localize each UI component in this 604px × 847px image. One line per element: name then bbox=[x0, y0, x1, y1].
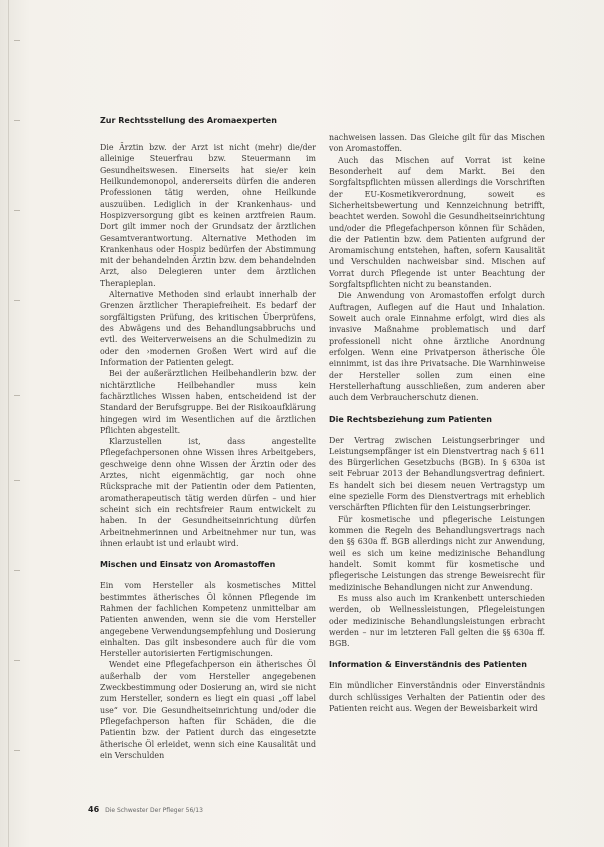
section-heading-consent: Information & Einverständnis des Patienten bbox=[329, 660, 527, 670]
paragraph: Für kosmetische und pflegerische Leistungen kommen die Regeln des Behandlungsvertrags nach den §§ 630a ff. BGB allerdings nicht zur Anwendung, weil es sich um keine medizinische Behandlung handelt. Somit kommt für kosmetische und pflegerische Leistungen das strenge Beweisrecht für medizinische Behandlungen nicht zur Anwendung. bbox=[329, 514, 545, 592]
paragraph: Der Vertrag zwischen Leistungserbringer und Leistungsempfänger ist ein Dienstvertrag nach § 611 des Bürgerlichen Gesetzbuchs (BGB). In § 630a ist seit Februar 2013 der Behandlungsvertrag definiert. Es handelt sich bei diesem neuen Vertragstyp um eine spezielle Form des Dienstvertrags mit erheblich verschärften Pflichten für den Leistungserbringer. bbox=[329, 435, 545, 513]
fold-line bbox=[8, 0, 9, 847]
paragraph: Die Ärztin bzw. der Arzt ist nicht (mehr) die/der alleinige Steuerfrau bzw. Steuermann im Gesundheitswesen. Einerseits hat sie/er kein Heilkundemonopol, andererseits dürfen die anderen Professionen tätig werden, ohne Heilkunde auszuüben. Lediglich in der Krankenhaus- und Hospizversorgung gibt es keinen arztfreien Raum. Dort gilt immer noch der Grundsatz der ärztlichen Gesamtverantwortung. Alternative Methoden im Krankenhaus oder Hospiz bedürfen der Abstimmung mit der behandelnden Ärztin bzw. dem behandelnden Arzt, also Delegieren unter dem ärztlichen Therapieplan. bbox=[100, 143, 316, 288]
paragraph: nachweisen lassen. Das Gleiche gilt für das Mischen von Aromastoffen. bbox=[329, 133, 545, 154]
scan-mark bbox=[14, 570, 20, 571]
paragraph: Ein mündlicher Einverständnis oder Einverständnis durch schlüssiges Verhalten der Patientin oder des Patienten reicht aus. Wegen der Beweisbarkeit wird bbox=[329, 681, 545, 714]
scan-mark bbox=[14, 120, 20, 121]
section-heading-mixing: Mischen und Einsatz von Aromastoffen bbox=[100, 560, 276, 570]
scan-mark bbox=[14, 395, 20, 396]
section-heading-patient-relation: Die Rechtsbeziehung zum Patienten bbox=[329, 414, 492, 424]
paragraph: Alternative Methoden sind erlaubt innerhalb der Grenzen ärztlicher Therapiefreiheit. Es bedarf der sorgfältigsten Prüfung, des kritischen Überprüfens, des Abwägens und des Behandlungsabbruchs und evtl. des Weiterverweisens an die Schulmedizin zu oder den ›modernen Großen Wert wird auf die Information der Patienten gelegt. bbox=[100, 290, 316, 367]
scan-mark bbox=[14, 480, 20, 481]
scan-mark bbox=[14, 660, 20, 661]
scan-mark bbox=[14, 750, 20, 751]
page-number: 46 bbox=[88, 805, 100, 814]
paragraph: Ein vom Hersteller als kosmetisches Mittel bestimmtes ätherisches Öl können Pflegende im Rahmen der fachlichen Kompetenz unmittelbar am Patienten anwenden, wenn sie die vom Hersteller angegebene Verwendungsempfehlung und Dosierung einhalten. Das gilt insbesondere auch für die vom Hersteller autorisierten Fertigmischungen. bbox=[100, 581, 316, 659]
scan-mark bbox=[14, 300, 20, 301]
scan-mark bbox=[14, 210, 20, 211]
right-column bbox=[329, 132, 545, 714]
paragraph: Bei der außerärztlichen Heilbehandlerin bzw. der nichtärztliche Heilbehandler muss kein fachärztliches Wissen haben, entscheidend ist der Standard der Berufsgruppe. Bei der Risikoaufklärung hingegen wird im Wesentlichen auf die ärztlichen Pflichten abgestellt. bbox=[100, 369, 316, 435]
paragraph: Die Anwendung von Aromastoffen erfolgt durch Auftragen, Auflegen auf die Haut und Inhalation. Soweit auch orale Einnahme erfolgt, wird dies als invasive Maßnahme problematisch und darf professionell nicht ohne ärztliche Anordnung erfolgen. Wenn eine Privatperson ätherische Öle einnimmt, ist das ihre Privatsache. Die Warnhinweise der Hersteller sollen zum einen eine Herstellerhaftung ausschließen, zum anderen aber auch dem Verbraucherschutz dienen. bbox=[329, 291, 545, 403]
paragraph: Klarzustellen ist, dass angestellte Pflegefachpersonen ohne Wissen ihres Arbeitgebers, geschweige denn ohne Wissen der Ärztin oder des Arztes, nicht eigenmächtig, gar noch ohne Rücksprache mit der Patientin oder dem Patienten, aromatherapeutisch tätig werden dürfen – und hier scheint sich ein rechtsfreier Raum entwickelt zu haben. In der Gesundheitseinrichtung dürfen Arbeitnehmerinnen und Arbeitnehmer nur tun, was ihnen erlaubt ist und erlaubt wird. bbox=[100, 437, 316, 548]
publication-name: Die Schwester Der Pfleger 56/13 bbox=[105, 807, 203, 814]
left-column bbox=[100, 115, 316, 761]
page-footer bbox=[88, 805, 203, 814]
section-heading-legal-status: Zur Rechtsstellung des Aromaexperten bbox=[100, 116, 277, 125]
paragraph: Wendet eine Pflegefachperson ein ätherisches Öl außerhalb der vom Hersteller angegebenen Zweckbestimmung oder Dosierung an, wird sie nicht zum Hersteller, sondern es liegt ein quasi „off label use“ vor. Die Gesundheitseinrichtung und/oder die Pflegefachperson haften für Schäden, die die Patientin bzw. der Patient durch das eingesetzte ätherische Öl erleidet, wenn sich eine Kausalität und ein Verschulden bbox=[100, 660, 316, 760]
paragraph: Auch das Mischen auf Vorrat ist keine Besonderheit auf dem Markt. Bei den Sorgfaltspflichten müssen allerdings die Vorschriften der EU-Kosmetikverordnung, soweit es Sicherheitsbewertung und Kennzeichnung betrifft, beachtet werden. Sowohl die Gesundheitseinrichtung und/oder die Pflegefachperson können für Schäden, die der Patientin bzw. dem Patienten aufgrund der Aromamischung entstehen, haften, sofern Kausalität und Verschulden nachweisbar sind. Mischen auf Vorrat durch Pflegende ist unter Beachtung der Sorgfaltspflichten nicht zu beanstanden. bbox=[329, 155, 545, 290]
scan-mark bbox=[14, 40, 20, 41]
paragraph: Es muss also auch im Krankenbett unterschieden werden, ob Wellnessleistungen, Pflegeleistungen oder medizinische Behandlungsleistungen erbracht werden – nur im letzteren Fall gelten die §§ 630a ff. BGB. bbox=[329, 593, 545, 649]
